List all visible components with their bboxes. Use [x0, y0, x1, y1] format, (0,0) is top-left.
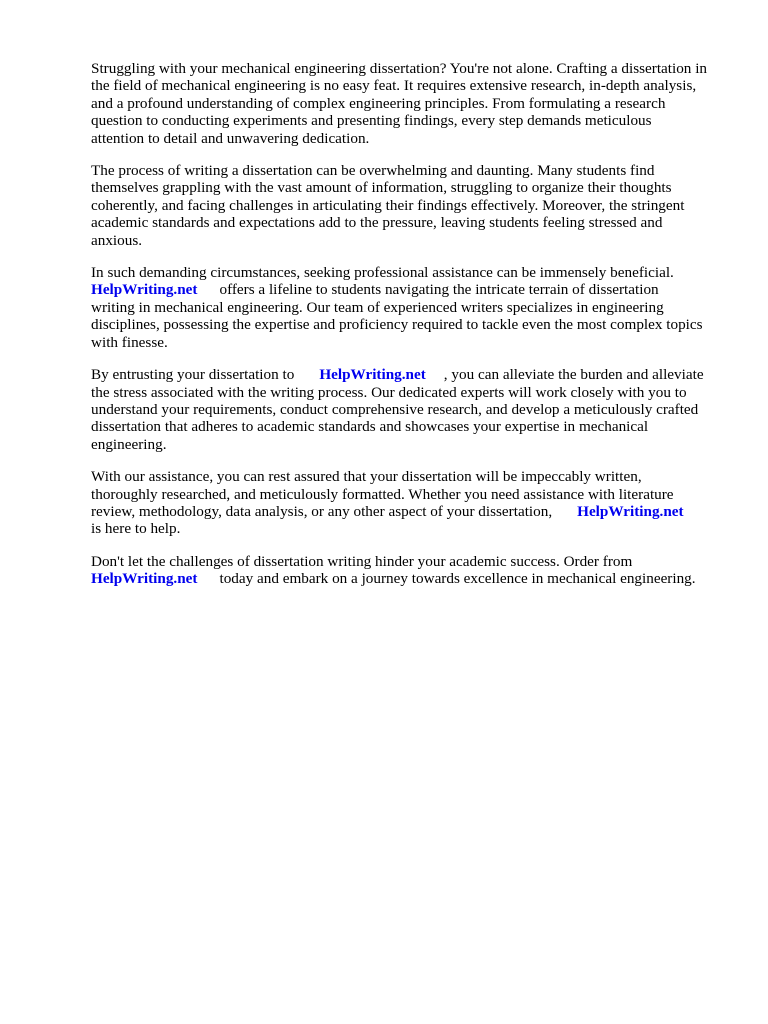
text-line: coherently, and facing challenges in articulating their findings effectively. Moreover, the stringent — [91, 196, 685, 214]
paragraph-intro — [91, 60, 731, 147]
text-line — [91, 570, 731, 587]
text-segment: , you can alleviate the burden and alleviate — [443, 366, 704, 384]
text-line: academic standards and expectations add to the pressure, leaving students feeling stressed and — [91, 214, 663, 232]
helpwriting-link[interactable]: HelpWriting.net — [91, 281, 198, 299]
text-line: anxious. — [91, 231, 143, 249]
text-segment: offers a lifeline to students navigating the intricate terrain of dissertation — [219, 281, 659, 299]
text-line: themselves grappling with the vast amount of information, struggling to organize their thoughts — [91, 179, 672, 197]
paragraph-entrusting — [91, 366, 731, 453]
text-line: writing in mechanical engineering. Our team of experienced writers specializes in engineering — [91, 298, 664, 316]
paragraph-quality — [91, 468, 731, 538]
text-line: understand your requirements, conduct comprehensive research, and develop a meticulously crafted — [91, 400, 699, 418]
text-line: With our assistance, you can rest assured that your dissertation will be impeccably written, — [91, 468, 642, 486]
text-line: dissertation that adheres to academic standards and showcases your expertise in mechanical — [91, 418, 649, 436]
text-line: the field of mechanical engineering is no easy feat. It requires extensive research, in-depth analysis, — [91, 77, 697, 95]
text-segment: review, methodology, data analysis, or any other aspect of your dissertation, — [91, 502, 553, 520]
text-line: Don't let the challenges of dissertation writing hinder your academic success. Order from — [91, 552, 633, 570]
text-line: with finesse. — [91, 333, 168, 351]
text-line: In such demanding circumstances, seeking professional assistance can be immensely beneficial. — [91, 264, 674, 282]
text-line: engineering. — [91, 435, 167, 453]
helpwriting-link[interactable]: HelpWriting.net — [91, 570, 198, 588]
text-line: and a profound understanding of complex engineering principles. From formulating a research — [91, 94, 666, 112]
paragraph-assistance — [91, 264, 731, 351]
text-segment: By entrusting your dissertation to — [91, 366, 295, 384]
text-line: the stress associated with the writing process. Our dedicated experts will work closely with you to — [91, 383, 687, 401]
text-line — [91, 503, 731, 520]
text-line: question to conducting experiments and presenting findings, every step demands meticulous — [91, 112, 652, 130]
helpwriting-link[interactable]: HelpWriting.net — [577, 502, 684, 520]
document-body — [91, 60, 731, 603]
text-line: is here to help. — [91, 520, 181, 538]
paragraph-call-to-action — [91, 553, 731, 588]
text-line — [91, 366, 731, 383]
text-segment: today and embark on a journey towards excellence in mechanical engineering. — [219, 570, 696, 588]
text-line: disciplines, possessing the expertise and proficiency required to tackle even the most complex topics — [91, 316, 703, 334]
helpwriting-link[interactable]: HelpWriting.net — [319, 366, 426, 384]
text-line: attention to detail and unwavering dedication. — [91, 129, 370, 147]
paragraph-challenges — [91, 162, 731, 249]
text-line: Struggling with your mechanical engineering dissertation? You're not alone. Crafting a dissertation in — [91, 60, 708, 77]
text-line — [91, 281, 731, 298]
text-line: thoroughly researched, and meticulously formatted. Whether you need assistance with literature — [91, 485, 674, 503]
text-line: The process of writing a dissertation can be overwhelming and daunting. Many students find — [91, 162, 655, 180]
